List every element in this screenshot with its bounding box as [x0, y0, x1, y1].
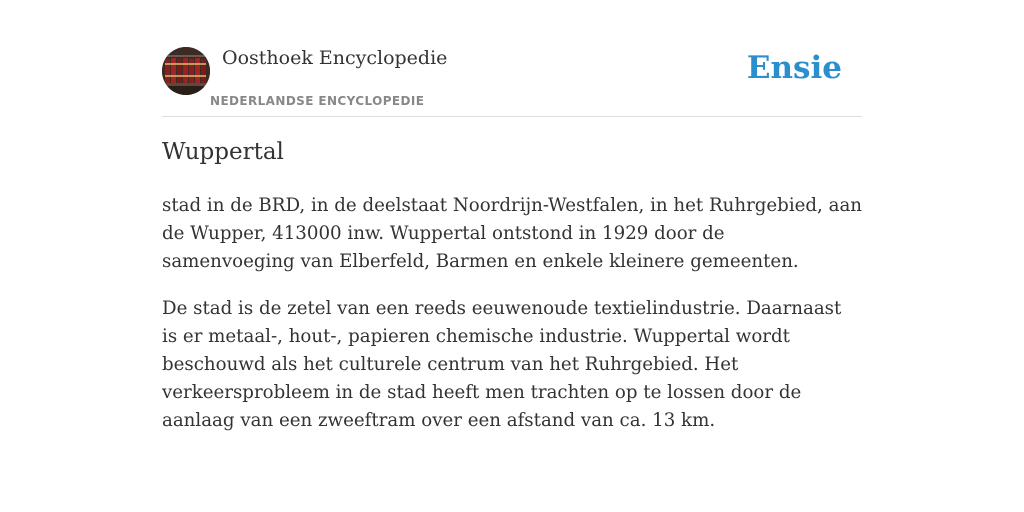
page-title: Wuppertal — [162, 139, 284, 165]
article-card — [162, 0, 862, 512]
site-name[interactable]: Oosthoek Encyclopedie — [222, 47, 448, 69]
article-body — [162, 192, 862, 454]
site-subtitle: NEDERLANDSE ENCYCLOPEDIE — [210, 94, 425, 108]
bookshelf-icon[interactable] — [162, 47, 210, 95]
paragraph: stad in de BRD, in de deelstaat Noordrijn-Westfalen, in het Ruhrgebied, aan de Wupper, 413000 inw. Wuppertal ontstond in 1929 door de samenvoeging van Elberfeld, Barmen en enkele kleinere gemeenten. — [162, 195, 863, 272]
header — [162, 46, 862, 117]
paragraph: De stad is de zetel van een reeds eeuwenoude textielindustrie. Daarnaast is er metaal-, hout-, papieren chemische industrie. Wuppertal wordt beschouwd als het culturele centrum van het Ruhrgebied. Het verkeersprobleem in de stad heeft men trachten op te lossen door de aanlaag van een zweeftram over een afstand van ca. 13 km. — [162, 298, 842, 431]
brand-logo[interactable]: Ensie — [746, 50, 842, 86]
